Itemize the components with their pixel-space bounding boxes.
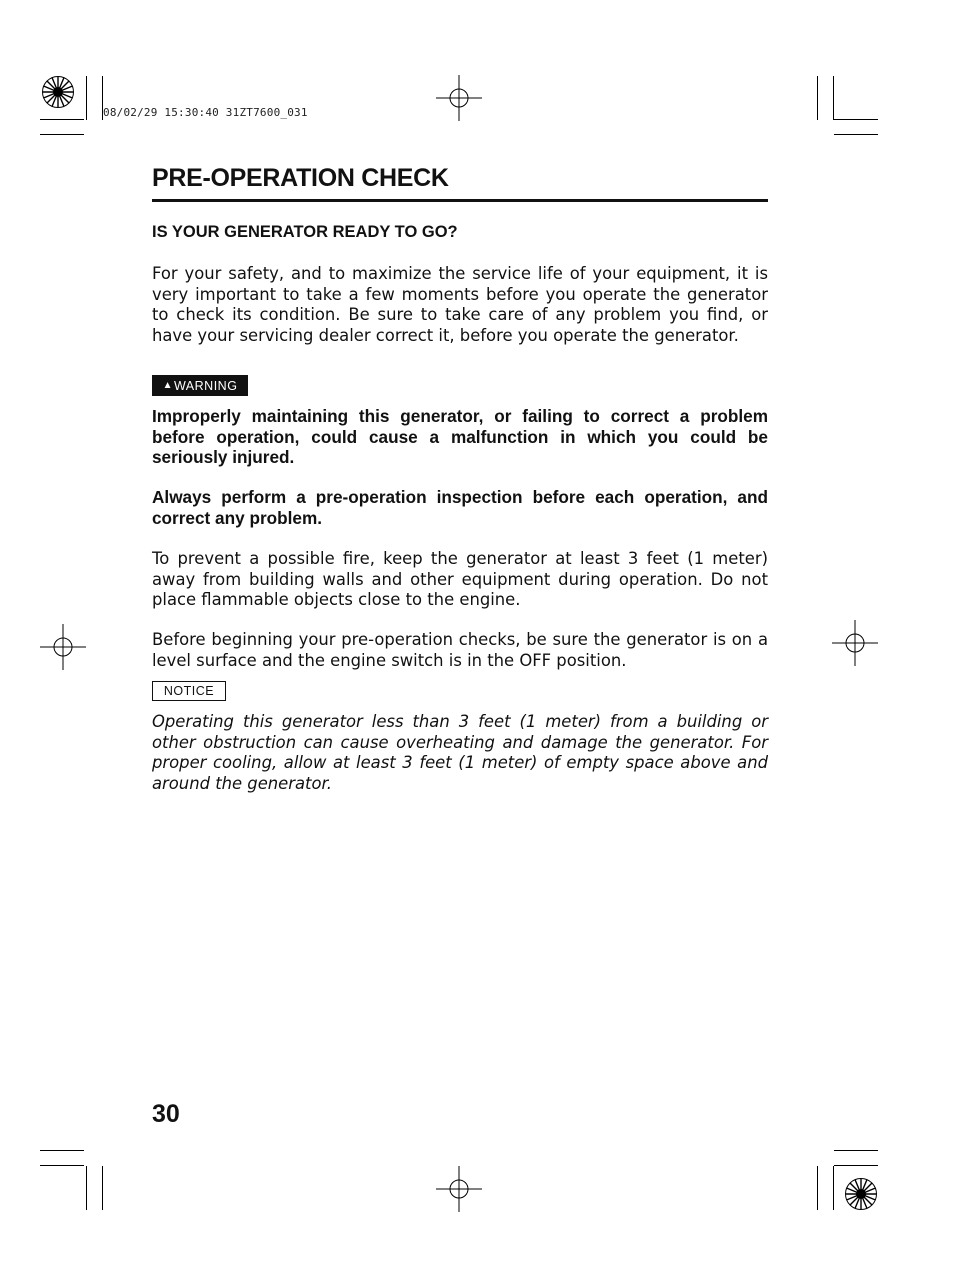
warning-label: [152, 375, 248, 396]
notice-label: NOTICE: [152, 681, 226, 701]
starburst-mark-bottom-right-icon: [844, 1177, 878, 1211]
registration-target-left-icon: [40, 624, 86, 670]
section-subheading: IS YOUR GENERATOR READY TO GO?: [152, 223, 458, 241]
page-title: PRE-OPERATION CHECK: [152, 164, 449, 192]
print-stamp: 08/02/29 15:30:40 31ZT7600_031: [103, 106, 308, 119]
starburst-mark-top-left-icon: [41, 75, 75, 109]
warning-label-text: WARNING: [173, 378, 238, 393]
warning-text-2: Always perform a pre-operation inspection before each operation, and correct any problem.: [152, 487, 768, 528]
checks-paragraph: Before beginning your pre-operation checks, be sure the generator is on a level surface and the engine switch is in the OFF position.: [152, 630, 768, 670]
warning-triangle-icon: ▲: [162, 380, 173, 391]
registration-target-bottom-center-icon: [436, 1166, 482, 1212]
intro-paragraph: For your safety, and to maximize the service life of your equipment, it is very important to take a few moments before you operate the generator to check its condition. Be sure to take care of any problem you find, or have your servicing dealer correct it, before you operate the generator.: [152, 264, 768, 345]
page-number: 30: [152, 1100, 180, 1128]
notice-text: Operating this generator less than 3 feet (1 meter) from a building or other obstruction can cause overheating and damage the generator. For proper cooling, allow at least 3 feet (1 meter) of empty space above and around the generator.: [152, 712, 768, 793]
warning-text-1: Improperly maintaining this generator, or failing to correct a problem before operation, could cause a malfunction in which you could be seriously injured.: [152, 406, 768, 467]
fire-safety-paragraph: To prevent a possible fire, keep the generator at least 3 feet (1 meter) away from building walls and other equipment during operation. Do not place flammable objects close to the engine.: [152, 549, 768, 609]
title-rule: [152, 199, 768, 202]
registration-target-right-icon: [832, 620, 878, 666]
registration-target-top-center-icon: [436, 75, 482, 121]
